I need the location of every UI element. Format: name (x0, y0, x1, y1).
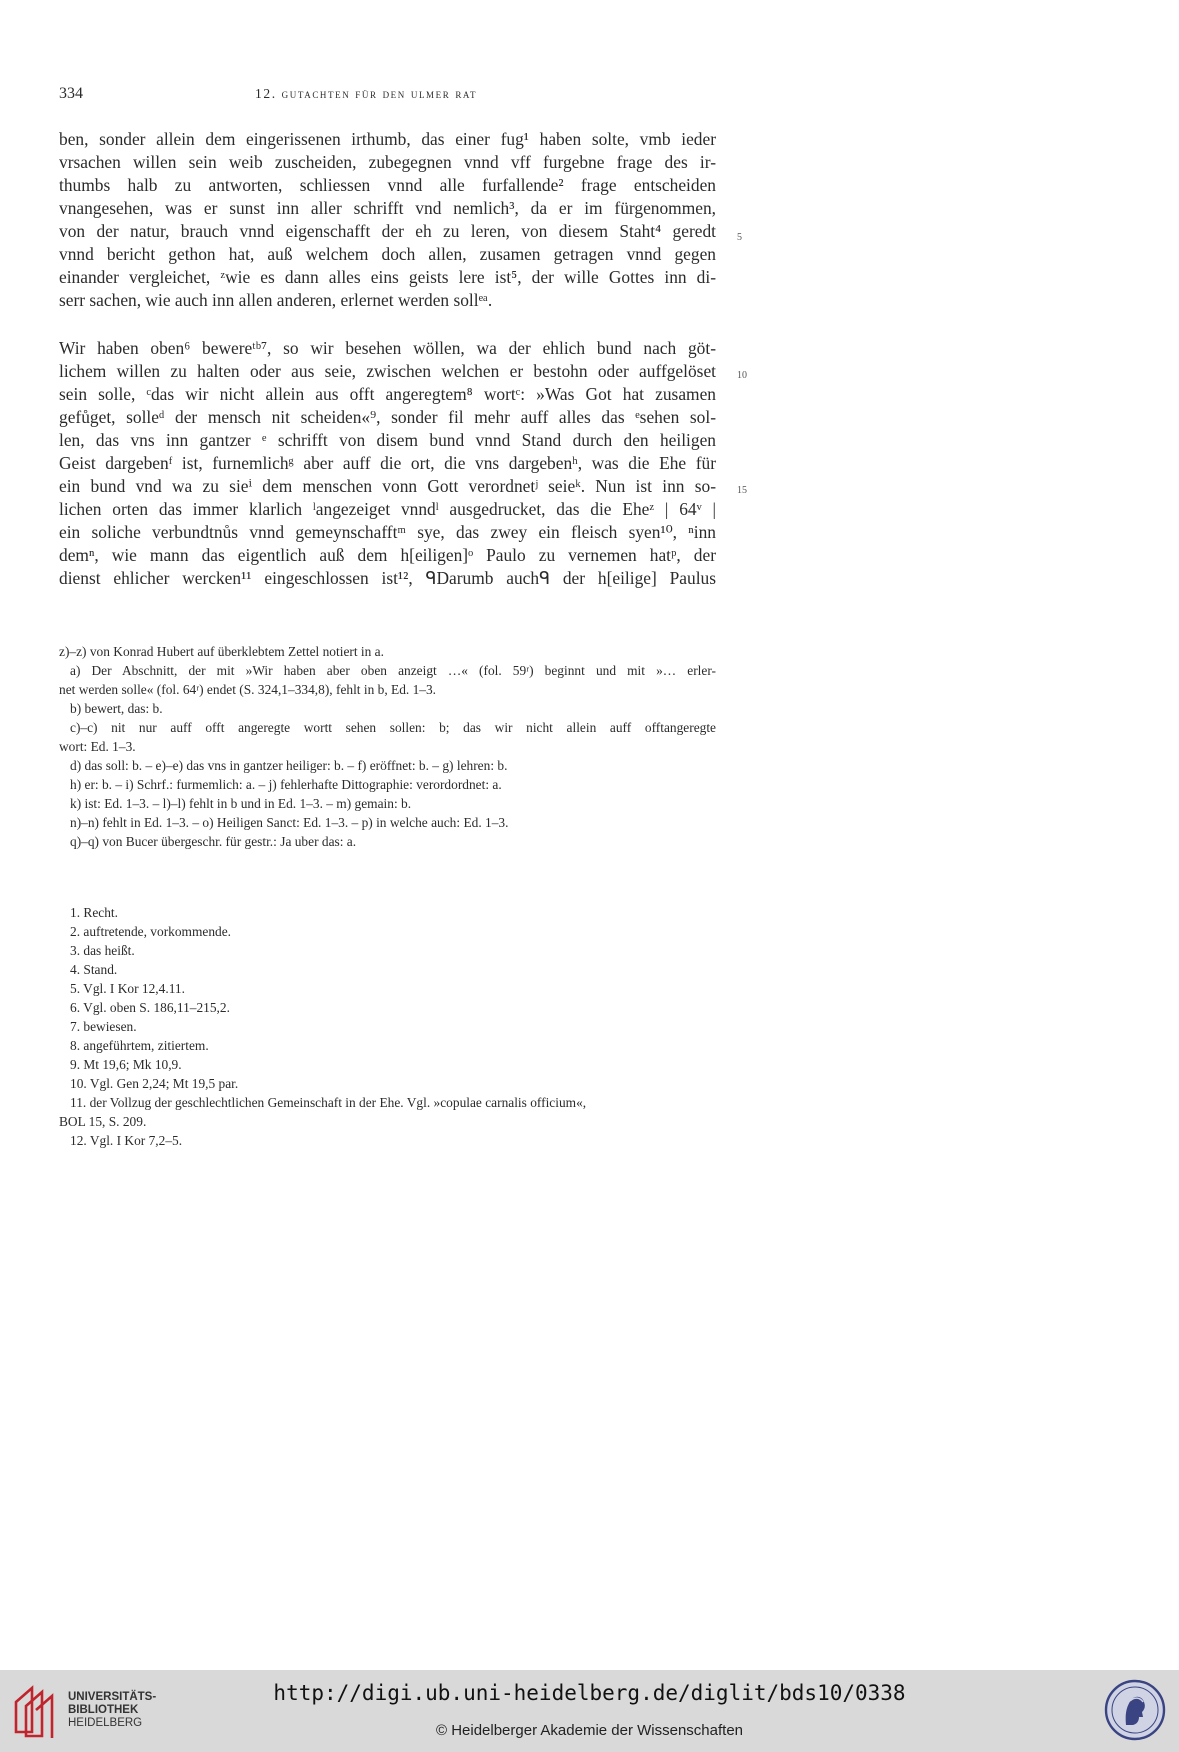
critical-apparatus (59, 642, 716, 851)
apparatus-note: d) das soll: b. – e)–e) das vns in gantzer heiliger: b. – f) eröffnet: b. – g) lehren: b. (70, 758, 508, 773)
footnotes (59, 903, 729, 1150)
text-line: Wir haben oben⁶ bewereᵗᵇ⁷, so wir besehen wöllen, wa der ehlich bund nach göt- (59, 338, 716, 358)
apparatus-note: n)–n) fehlt in Ed. 1–3. – o) Heiligen Sanct: Ed. 1–3. – p) in welche auch: Ed. 1–3. (70, 815, 509, 830)
text-line: vnangesehen, was er sunst inn aller schrifft vnd nemlich³, da er im fürgenommen, (59, 198, 716, 218)
apparatus-note: c)–c) nit nur auff offt angeregte wortt sehen sollen: b; das wir nicht allein auff offtangeregte (70, 720, 716, 735)
apparatus-note-continuation: net werden solle« (fol. 64ʳ) endet (S. 324,1–334,8), fehlt in b, Ed. 1–3. (59, 682, 437, 697)
text-line: ein bund vnd wa zu sieⁱ dem menschen vonn Gott verordnetʲ seieᵏ. Nun ist inn so- (59, 476, 716, 496)
text-line: vrsachen willen sein weib zuscheiden, zubegegnen vnnd vff furgebne frage des ir- (59, 152, 716, 172)
footer-bar (0, 1670, 1179, 1752)
apparatus-note: z)–z) von Konrad Hubert auf überklebtem Zettel notiert in a. (59, 644, 384, 659)
text-line: demⁿ, wie mann das eigentlich auß dem h[eiligen]ᵒ Paulo zu vernemen hatᵖ, der (59, 545, 716, 565)
footnote: 8. angeführtem, zitiertem. (70, 1038, 209, 1053)
apparatus-note: q)–q) von Bucer übergeschr. für gestr.: Ja uber das: a. (70, 834, 357, 849)
line-number-10: 10 (737, 370, 747, 381)
line-number-5: 5 (737, 232, 742, 243)
footnote-continuation: BOL 15, S. 209. (59, 1114, 147, 1129)
text-line: sein solle, ᶜdas wir nicht allein aus offt angeregtem⁸ wortᶜ: »Was Got hat zusamen (59, 384, 716, 404)
footnote: 12. Vgl. I Kor 7,2–5. (70, 1133, 183, 1148)
footnote: 10. Vgl. Gen 2,24; Mt 19,5 par. (70, 1076, 239, 1091)
main-text-paragraph-2 (59, 337, 716, 590)
apparatus-note: k) ist: Ed. 1–3. – l)–l) fehlt in b und in Ed. 1–3. – m) gemain: b. (70, 796, 412, 811)
library-name-line: HEIDELBERG (68, 1717, 143, 1729)
text-line: len, das vns inn gantzer ᵉ schrifft von disem bund vnnd Stand durch den heiligen (59, 430, 716, 450)
text-line: von der natur, brauch vnnd eigenschafft der eh zu leren, von diesem Staht⁴ geredt (59, 221, 716, 241)
main-text-paragraph-1 (59, 128, 716, 312)
page-number: 334 (59, 85, 83, 102)
apparatus-note: a) Der Abschnitt, der mit »Wir haben aber oben anzeigt …« (fol. 59ʳ) beginnt und mit »… erler- (70, 663, 716, 678)
text-line: gefůget, solleᵈ der mensch nit scheiden«⁹, sonder fil mehr auff alles das ᵉsehen sol- (59, 407, 716, 427)
footnote: 4. Stand. (70, 962, 118, 977)
line-number-15: 15 (737, 485, 747, 496)
footnote: 5. Vgl. I Kor 12,4.11. (70, 981, 185, 996)
text-line: vnnd bericht gethon hat, auß welchem doch allen, zusamen getragen vnnd gegen (59, 244, 716, 264)
apparatus-note-continuation: wort: Ed. 1–3. (59, 739, 136, 754)
running-head: 12. gutachten für den ulmer rat (255, 86, 478, 101)
footnote: 11. der Vollzug der geschlechtlichen Gemeinschaft in der Ehe. Vgl. »copulae carnalis officium«, (70, 1095, 587, 1110)
text-line: serr sachen, wie auch inn allen anderen, erlernet werden sollᵉᵃ. (59, 290, 493, 310)
footnote: 9. Mt 19,6; Mk 10,9. (70, 1057, 182, 1072)
copyright-notice: © Heidelberger Akademie der Wissenschaften (435, 1722, 744, 1739)
library-name-line: BIBLIOTHEK (68, 1704, 139, 1716)
text-line: lichem willen zu halten oder aus seie, zwischen welchen er bestohn oder auffgelöset (59, 361, 716, 381)
footnote: 7. bewiesen. (70, 1019, 137, 1034)
text-line: thumbs halb zu antworten, schliessen vnnd alle furfallende² frage entscheiden (59, 175, 716, 195)
text-line: einander vergleichet, ᶻwie es dann alles eins geists lere ist⁵, der wille Gottes inn di- (59, 267, 716, 287)
footnote: 2. auftretende, vorkommende. (70, 924, 232, 939)
text-line: lichen orten das immer klarlich ˡangezeiget vnndˡ ausgedrucket, das die Eheᶻ | 64ᵛ | (59, 499, 716, 519)
footnote: 6. Vgl. oben S. 186,11–215,2. (70, 1000, 230, 1015)
text-line: ben, sonder allein dem eingerissenen irthumb, das einer fug¹ haben solte, vmb ieder (59, 129, 716, 149)
text-line: dienst ehlicher wercken¹¹ eingeschlossen ist¹², ᑫDarumb auchᑫ der h[eilige] Paulus (59, 568, 716, 588)
permalink-url[interactable]: http://digi.ub.uni-heidelberg.de/diglit/bds10/0338 (273, 1681, 906, 1705)
footnote: 1. Recht. (70, 905, 118, 920)
apparatus-note: b) bewert, das: b. (70, 701, 163, 716)
footnote: 3. das heißt. (70, 943, 135, 958)
apparatus-note: h) er: b. – i) Schrf.: furmemlich: a. – j) fehlerhafte Dittographie: verordordnet: a. (70, 777, 502, 792)
academy-seal-icon[interactable] (1104, 1679, 1166, 1741)
text-line: Geist dargebenᶠ ist, furnemlichᵍ aber auff die ort, die vns dargebenʰ, was die Ehe für (59, 453, 716, 473)
library-name-line: UNIVERSITÄTS- (68, 1691, 157, 1703)
text-line: ein soliche verbundtnůs vnnd gemeynschafftᵐ sye, das zwey ein fleisch syen¹⁰, ⁿinn (59, 522, 716, 542)
